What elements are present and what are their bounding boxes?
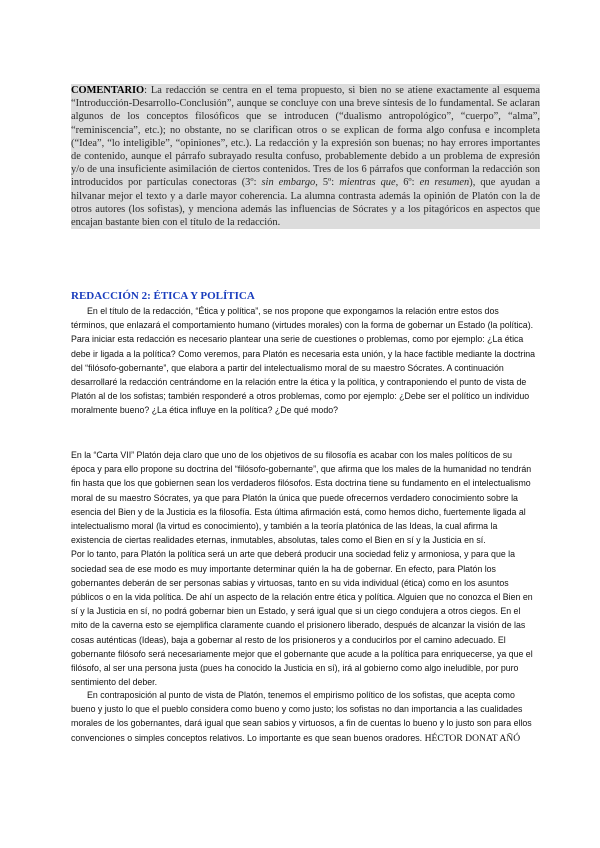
commentary-text-c: , 6º: <box>395 177 420 189</box>
paragraph-2b: Por lo tanto, para Platón la política será un arte que deberá producir una sociedad feliz y armoniosa, y para que la sociedad sea de ese modo es muy importante determinar quién la ha de gobernar. En efecto, para Platón los gobernantes deberán de ser personas sabias y virtuosas, tanto en su vida individual (ética) como en los asuntos públicos o en la vida política. De ahí un aspecto de la relación entre ética y política. Alguien que no conozca el Bien en sí y la Justicia en sí, no podrá gobernar bien un Estado, y será igual que si un ciego condujera a otros ciegos. En el mito de la caverna esto se ejemplifica claramente cuando el prisionero liberado, después de alcanzar la visión de las cosas auténticas (Ideas), baja a gobernar al resto de los prisioneros y a conducirlos por el camino adecuado. El gobernante filósofo será necesariamente mejor que el gobernante que acude a la política para enriquecerse, ya que el filósofo, al ser una persona justa (pues ha conocido la Justicia en sí), irá al gobierno como algo ineludible, por puro sentimiento del deber. <box>71 549 533 688</box>
commentary-text: : La redacción se centra en el tema propuesto, si bien no se atiene exactamente al esquema “Introducción-Desarrollo-Conclusión”, aunque se concluye con una breve síntesis de lo fundamental. Se aclaran algunos de los conceptos filosóficos que se introducen (“dualismo antropológico”, “cuerpo”, “alma”, “reminiscencia”, etc.); no obstante, no se clarifican otros o se explican de forma algo confusa e incompleta (“Idea”, “lo inteligible”, “opiniones”, etc.). La redacción y la expresión son buenas; no hay errores importantes de contenido, aunque el párrafo subrayado resulta confuso, probablemente debido a un problema de expresión y/o de una insuficiente asimilación de ciertos contenidos. Tres de los 6 párrafos que conforman la redacción son introducidos por partículas conectoras (3º: <box>71 85 540 189</box>
paragraph-group-2 <box>71 448 537 689</box>
connector-1: sin embargo <box>261 177 316 189</box>
commentary-text-b: , 5º: <box>315 177 340 189</box>
commentary-text-d: ), que ayudan a hilvanar mejor el texto y a darle mayor coherencia. La alumna contrasta además la opinión de Platón con la de otros autores (los sofistas), y menciona además las influencias de Sócrates y a los pitagóricos en aspectos que encajan bastante bien con el título de la redacción. <box>71 177 540 229</box>
author-signature: HÉCTOR DONAT AÑÓ <box>424 732 521 744</box>
paragraph-2: En la “Carta VII” Platón deja claro que uno de los objetivos de su filosofía es acabar con los males políticos de su época y para ello propone su doctrina del “filósofo-gobernante”, que afirma que los males de la humanidad no tendrán fin hasta que los que gobiernen sean los verdaderos filósofos. Esta doctrina tiene su fundamento en el intelectualismo moral de su maestro Sócrates, ya que para Platón la única que puede ofrecernos verdadero conocimiento sobre la esencia del Bien y de la Justicia es la filosofía. Esta última afirmación está, como hemos dicho, fuertemente ligada al intelectualismo moral (la virtud es conocimiento), y también a la teoría platónica de las Ideas, la cual afirma la existencia de ciertas realidades eternas, inmutables, absolutas, tales como el Bien en sí y la Justicia en sí. <box>71 450 532 546</box>
connector-3: en resumen <box>419 177 470 189</box>
commentary-box <box>71 84 540 229</box>
essay-title: REDACCIÓN 2: ÉTICA Y POLÍTICA <box>71 290 255 302</box>
paragraph-3-text: En contraposición al punto de vista de Platón, tenemos el empirismo político de los sofistas, que acepta como bueno y justo lo que el pueblo considera como bueno y como justo; los sofistas no dan importancia a las cualidades morales de los gobernantes, dará igual que sean sabios y virtuosos, a fin de cuentas lo bueno y lo justo son para ellos convenciones o simples conceptos relativos. Lo importante es que sean buenos oradores. <box>71 690 532 743</box>
connector-2: mientras que <box>339 177 396 189</box>
paragraph-1: En el título de la redacción, “Ética y política”, se nos propone que expongamos la relación entre estos dos términos, que enlazará el comportamiento humano (virtudes morales) con la forma de gobernar un Estado (la política). Para iniciar esta redacción es necesario plantear una serie de cuestiones o problemas, como por ejemplo: ¿La ética debe ir ligada a la política? Como veremos, para Platón es necesaria esta unión, y la hace factible mediante la doctrina del “filósofo-gobernante”, que elabora a partir del intelectualismo moral de su maestro Sócrates. A continuación desarrollaré la redacción centrándome en la relación entre la ética y la política, y contraponiendo el punto de vista de Platón al de los sofistas; también responderé a otros problemas, como por ejemplo: ¿Debe ser el político un individuo moralmente bueno? ¿La ética influye en la política? ¿De qué modo? <box>71 306 536 416</box>
commentary-label: COMENTARIO <box>71 85 145 96</box>
paragraph-3 <box>71 688 537 746</box>
